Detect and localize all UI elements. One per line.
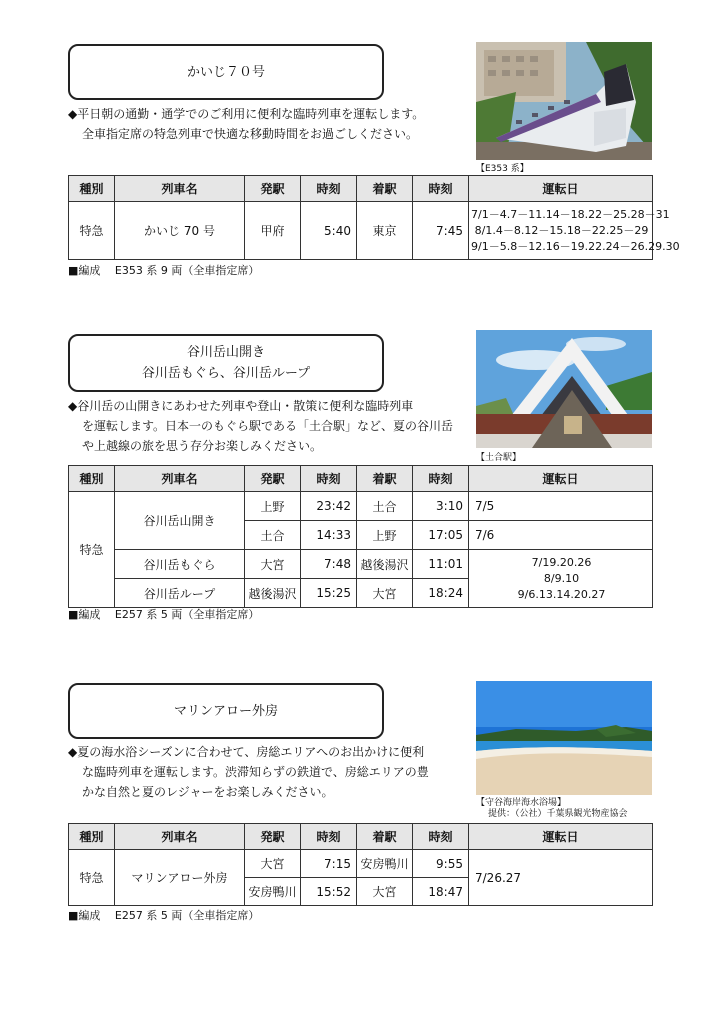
header-arr: 着駅	[357, 824, 413, 850]
arr-time: 7:45	[413, 202, 469, 260]
train-name: かいじ 70 号	[115, 202, 245, 260]
kaiji-timetable	[68, 175, 680, 260]
dep-time: 7:48	[301, 550, 357, 579]
header-dep: 発駅	[245, 824, 301, 850]
marine-desc-line-1: ◆夏の海水浴シーズンに合わせて、房総エリアへのお出かけに便利	[68, 745, 425, 759]
tanigawa-photo-caption: 【土合駅】	[476, 453, 522, 463]
kaiji-desc-line-2: 全車指定席の特急列車で快適な移動時間をお過ごしください。	[82, 127, 419, 141]
train-type: 特急	[69, 492, 115, 608]
tanigawa-timetable	[68, 465, 653, 608]
dep-time: 15:52	[301, 878, 357, 906]
train-type: 特急	[69, 850, 115, 906]
e353-train-photo	[476, 42, 652, 160]
marine-title-box	[68, 683, 384, 739]
arr-station: 大宮	[357, 579, 413, 608]
operating-days	[469, 550, 653, 608]
tanigawa-title-line-2: 谷川岳もぐら、谷川岳ループ	[141, 366, 311, 381]
kaiji-photo-caption: 【E353 系】	[476, 164, 529, 174]
operating-days	[469, 202, 680, 260]
kaiji-title-box	[68, 44, 384, 100]
tanigawa-desc-line-1: ◆谷川岳の山開きにあわせた列車や登山・散策に便利な臨時列車	[68, 399, 414, 413]
marine-desc-line-3: かな自然と夏のレジャーをお楽しみください。	[82, 785, 334, 799]
operating-days: 7/26.27	[469, 850, 653, 906]
header-days: 運転日	[469, 176, 653, 202]
days-line: 9/1－5.8－12.16－19.22.24－26.29.30	[471, 239, 680, 253]
marine-title: マリンアロー外房	[173, 703, 278, 719]
dep-station: 土合	[245, 521, 301, 550]
arr-station: 土合	[357, 492, 413, 521]
train-type: 特急	[69, 202, 115, 260]
header-name: 列車名	[115, 466, 245, 492]
arr-time: 11:01	[413, 550, 469, 579]
dep-time: 7:15	[301, 850, 357, 878]
marine-desc-line-2: な臨時列車を運転します。渋滞知らずの鉄道で、房総エリアの豊	[82, 765, 429, 779]
dep-time: 14:33	[301, 521, 357, 550]
kaiji-desc-line-1: ◆平日朝の通勤・通学でのご利用に便利な臨時列車を運転します。	[68, 107, 425, 121]
table-row	[69, 492, 653, 521]
train-name: 谷川岳もぐら	[115, 550, 245, 579]
marine-description	[68, 742, 468, 802]
days-line: 9/6.13.14.20.27	[517, 587, 606, 601]
dep-station: 安房鴨川	[245, 878, 301, 906]
header-time2: 時刻	[413, 466, 469, 492]
header-time1: 時刻	[301, 176, 357, 202]
train-name: 谷川岳山開き	[115, 492, 245, 550]
dep-station: 大宮	[245, 850, 301, 878]
table-header-row	[69, 824, 653, 850]
header-arr: 着駅	[357, 176, 413, 202]
marine-timetable	[68, 823, 653, 906]
header-time1: 時刻	[301, 466, 357, 492]
tanigawa-desc-line-2: を運転します。日本一のもぐら駅である「土合駅」など、夏の谷川岳	[82, 419, 454, 433]
tanigawa-title-box	[68, 334, 384, 392]
header-type: 種別	[69, 824, 115, 850]
days-line: 7/1－4.7－11.14－18.22－25.28－31	[471, 207, 670, 221]
kaiji-description	[68, 104, 468, 144]
dep-station: 越後湯沢	[245, 579, 301, 608]
marine-photo-caption-1: 【守谷海岸海水浴場】	[476, 798, 567, 808]
arr-station: 越後湯沢	[357, 550, 413, 579]
header-arr: 着駅	[357, 466, 413, 492]
header-dep: 発駅	[245, 176, 301, 202]
days-line: 7/19.20.26	[531, 555, 592, 569]
tanigawa-title-line-1: 谷川岳山開き	[186, 345, 265, 360]
doai-station-photo	[476, 330, 652, 448]
dep-station: 上野	[245, 492, 301, 521]
header-type: 種別	[69, 176, 115, 202]
header-time1: 時刻	[301, 824, 357, 850]
arr-station: 上野	[357, 521, 413, 550]
table-row	[69, 850, 653, 878]
marine-formation-note: ■編成 E257 系 5 両（全車指定席）	[68, 909, 260, 922]
arr-time: 18:24	[413, 579, 469, 608]
dep-station: 甲府	[245, 202, 301, 260]
days-line: 8/9.10	[543, 571, 580, 585]
header-name: 列車名	[115, 824, 245, 850]
table-row	[69, 550, 653, 579]
header-name: 列車名	[115, 176, 245, 202]
table-header-row	[69, 176, 653, 202]
kaiji-title: かいじ７０号	[186, 64, 265, 80]
header-type: 種別	[69, 466, 115, 492]
arr-station: 東京	[357, 202, 413, 260]
arr-station: 大宮	[357, 878, 413, 906]
dep-time: 5:40	[301, 202, 357, 260]
arr-station: 安房鴨川	[357, 850, 413, 878]
table-header-row	[69, 466, 653, 492]
train-name: マリンアロー外房	[115, 850, 245, 906]
arr-time: 18:47	[413, 878, 469, 906]
dep-time: 15:25	[301, 579, 357, 608]
dep-station: 大宮	[245, 550, 301, 579]
header-time2: 時刻	[413, 824, 469, 850]
header-days: 運転日	[469, 824, 653, 850]
arr-time: 3:10	[413, 492, 469, 521]
operating-days: 7/6	[469, 521, 653, 550]
header-days: 運転日	[469, 466, 653, 492]
marine-photo-caption-2: 提供：（公社）千葉県観光物産協会	[488, 809, 628, 819]
operating-days: 7/5	[469, 492, 653, 521]
days-line: 8/1.4－8.12－15.18－22.25－29	[474, 223, 649, 237]
table-row	[69, 202, 653, 260]
header-dep: 発駅	[245, 466, 301, 492]
dep-time: 23:42	[301, 492, 357, 521]
kaiji-formation-note: ■編成 E353 系 9 両（全車指定席）	[68, 264, 260, 277]
tanigawa-desc-line-3: や上越線の旅を思う存分お楽しみください。	[82, 439, 323, 453]
moriya-beach-photo	[476, 681, 652, 795]
train-name: 谷川岳ループ	[115, 579, 245, 608]
tanigawa-description	[68, 396, 468, 456]
arr-time: 17:05	[413, 521, 469, 550]
tanigawa-formation-note: ■編成 E257 系 5 両（全車指定席）	[68, 608, 260, 621]
header-time2: 時刻	[413, 176, 469, 202]
arr-time: 9:55	[413, 850, 469, 878]
